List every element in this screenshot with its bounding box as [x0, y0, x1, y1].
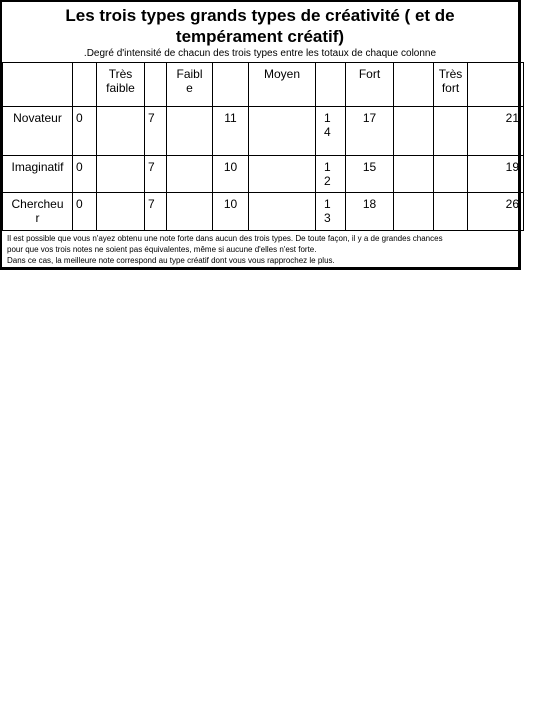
creativity-table-sheet: [0, 0, 521, 270]
row-label-novateur: Novateur: [3, 107, 73, 156]
cell-value: 10: [213, 156, 249, 193]
cell-value: 19: [468, 156, 524, 193]
table-row: [3, 193, 524, 231]
cell-empty: [394, 193, 434, 231]
cell-value: 18: [346, 193, 394, 231]
cell-empty: [394, 156, 434, 193]
cell-value: 7: [145, 193, 167, 231]
scores-table: [2, 62, 524, 231]
footer-line: pour que vos trois notes ne soient pas équivalentes, même si aucune d'elles n'est forte.: [7, 245, 317, 254]
header-faible: Faibl e: [167, 63, 213, 107]
title-line-1: Les trois types grands types de créativité ( et de: [65, 6, 455, 25]
cell-empty: [434, 107, 468, 156]
cell-value: 0: [73, 156, 97, 193]
cell-value: 0: [73, 107, 97, 156]
cell-value: 11: [213, 107, 249, 156]
header-blank-2: [145, 63, 167, 107]
footer-line: Dans ce cas, la meilleure note correspond au type créatif dont vous vous rapprochez le plus.: [7, 256, 335, 265]
cell-value: 7: [145, 107, 167, 156]
header-blank-6: [468, 63, 524, 107]
cell-value: 17: [346, 107, 394, 156]
cell-empty: [249, 193, 316, 231]
cell-empty: [249, 156, 316, 193]
cell-value: 21: [468, 107, 524, 156]
title-line-2: tempérament créatif): [175, 27, 345, 46]
cell-empty: [97, 156, 145, 193]
footer-line: Il est possible que vous n'ayez obtenu une note forte dans aucun des trois types. De toute façon, il y a de grandes chances: [7, 234, 443, 243]
cell-value: 1 3: [316, 193, 346, 231]
cell-empty: [394, 107, 434, 156]
footer-note: [7, 233, 517, 266]
header-blank-4: [316, 63, 346, 107]
header-moyen: Moyen: [249, 63, 316, 107]
header-tres-faible: Très faible: [97, 63, 145, 107]
header-row: [3, 63, 524, 107]
cell-value: 0: [73, 193, 97, 231]
cell-value: 1 2: [316, 156, 346, 193]
header-blank-3: [213, 63, 249, 107]
page-title: [2, 5, 518, 47]
header-corner: [3, 63, 73, 107]
header-blank-5: [394, 63, 434, 107]
cell-value: 10: [213, 193, 249, 231]
row-label-chercheur: Chercheu r: [3, 193, 73, 231]
cell-empty: [167, 193, 213, 231]
cell-empty: [434, 193, 468, 231]
header-fort: Fort: [346, 63, 394, 107]
cell-empty: [249, 107, 316, 156]
cell-value: 1 4: [316, 107, 346, 156]
cell-value: 7: [145, 156, 167, 193]
table-row: [3, 107, 524, 156]
subtitle: .Degré d'intensité de chacun des trois types entre les totaux de chaque colonne: [83, 48, 437, 59]
cell-empty: [97, 193, 145, 231]
cell-value: 15: [346, 156, 394, 193]
header-tres-fort: Très fort: [434, 63, 468, 107]
cell-empty: [167, 107, 213, 156]
row-label-imaginatif: Imaginatif: [3, 156, 73, 193]
cell-value: 26: [468, 193, 524, 231]
cell-empty: [167, 156, 213, 193]
table-row: [3, 156, 524, 193]
cell-empty: [434, 156, 468, 193]
cell-empty: [97, 107, 145, 156]
header-blank-1: [73, 63, 97, 107]
